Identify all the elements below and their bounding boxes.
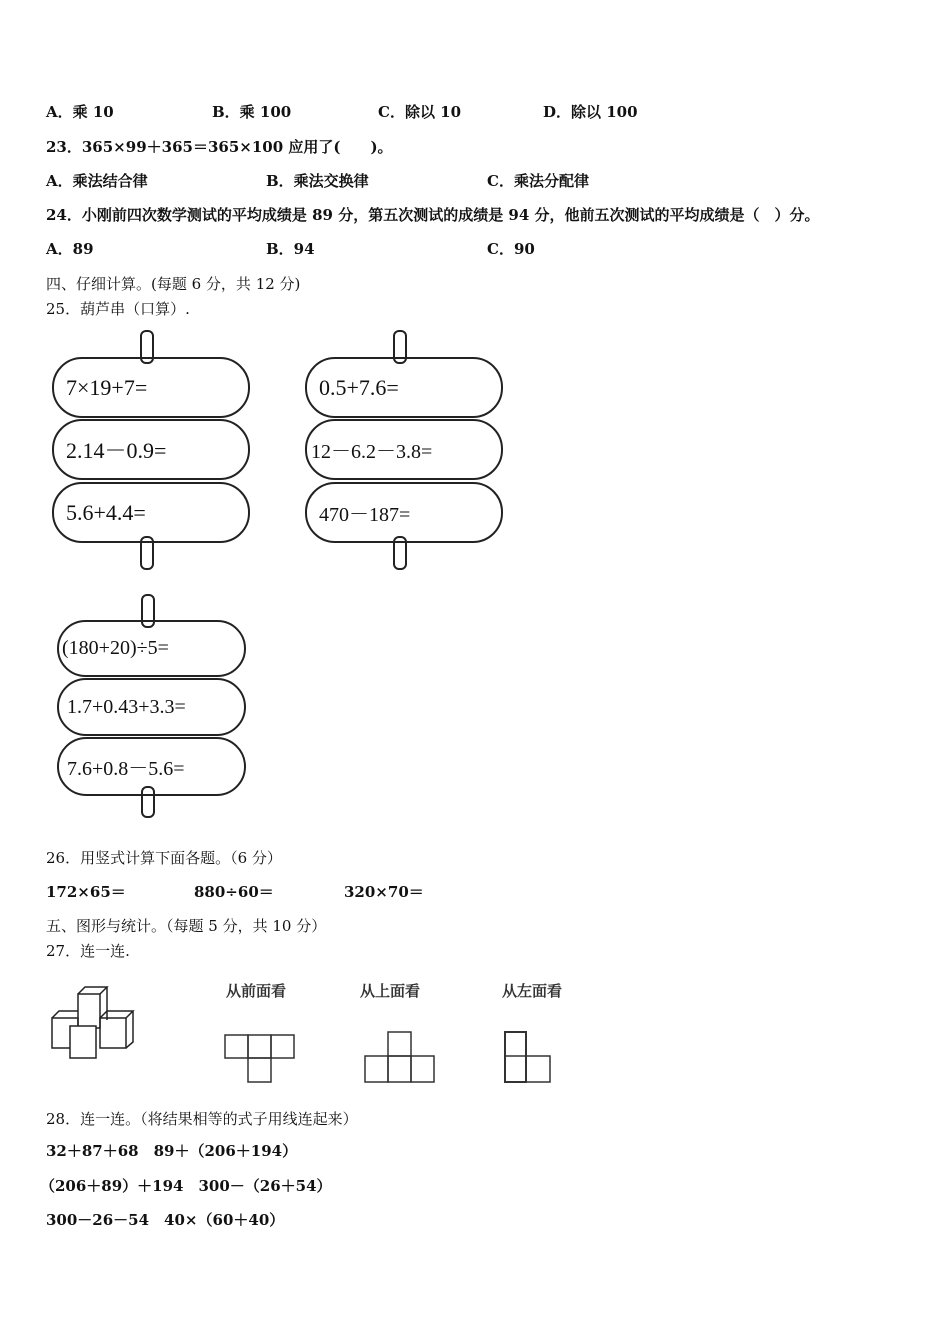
section5-heading: 五、图形与统计。（每题 5 分，共 10 分） [46, 917, 327, 935]
q25-title: 25．葫芦串（口算）. [46, 300, 190, 318]
gourd-2 [305, 330, 503, 566]
q22-option-b: B．乘 100 [212, 103, 292, 121]
view-label-left: 从左面看 [502, 982, 563, 1000]
section4-heading: 四、仔细计算。(每题 6 分，共 12 分) [46, 275, 301, 293]
q27-title: 27．连一连. [46, 942, 130, 960]
q24-option-b: B．94 [266, 240, 315, 258]
view-label-top: 从上面看 [360, 982, 421, 1000]
top-view-figure [360, 1028, 450, 1088]
q22-option-c: C．除以 10 [378, 103, 462, 121]
q23-option-c: C．乘法分配律 [487, 172, 589, 190]
cube-stack-figure [50, 980, 150, 1060]
q28-row: 300－26－54 40×（60＋40） [46, 1211, 285, 1229]
gourd-expression: 7×19+7= [52, 357, 250, 418]
q23-question: 23．365×99＋365＝365×100 应用了( )。 [46, 138, 393, 156]
q23-option-a: A．乘法结合律 [46, 172, 148, 190]
gourd-expression: (180+20)÷5= [57, 620, 246, 677]
q24-question: 24．小刚前四次数学测试的平均成绩是 89 分，第五次测试的成绩是 94 分，他前五次测试的平均成绩是（ ）分。 [46, 206, 820, 224]
q26-item: 880÷60＝ [194, 883, 274, 901]
q26-title: 26．用竖式计算下面各题。（6 分） [46, 849, 282, 867]
front-view-figure [222, 1030, 332, 1090]
q24-option-c: C．90 [487, 240, 535, 258]
gourd-expression: 1.7+0.43+3.3= [57, 678, 246, 736]
q28-row: （206＋89）＋194 300－（26＋54） [40, 1177, 332, 1195]
gourd-expression: 2.14－0.9= [52, 419, 250, 480]
gourd-expression: 7.6+0.8－5.6= [57, 737, 246, 796]
gourd-1 [52, 330, 250, 566]
q26-item: 320×70＝ [344, 883, 424, 901]
view-label-front: 从前面看 [226, 982, 287, 1000]
q22-option-d: D．除以 100 [543, 103, 638, 121]
q28-row: 32＋87＋68 89＋（206＋194） [46, 1142, 298, 1160]
q28-title: 28．连一连。（将结果相等的式子用线连起来） [46, 1110, 358, 1128]
q24-option-a: A．89 [46, 240, 94, 258]
gourd-expression: 0.5+7.6= [305, 357, 503, 418]
q23-option-b: B．乘法交换律 [266, 172, 369, 190]
q26-item: 172×65＝ [46, 883, 126, 901]
q22-option-a: A．乘 10 [46, 103, 114, 121]
gourd-expression: 470－187= [305, 482, 503, 543]
gourd-expression: 12－6.2－3.8= [305, 419, 503, 480]
gourd-3 [57, 594, 246, 816]
gourd-expression: 5.6+4.4= [52, 482, 250, 543]
left-view-figure [500, 1028, 560, 1088]
